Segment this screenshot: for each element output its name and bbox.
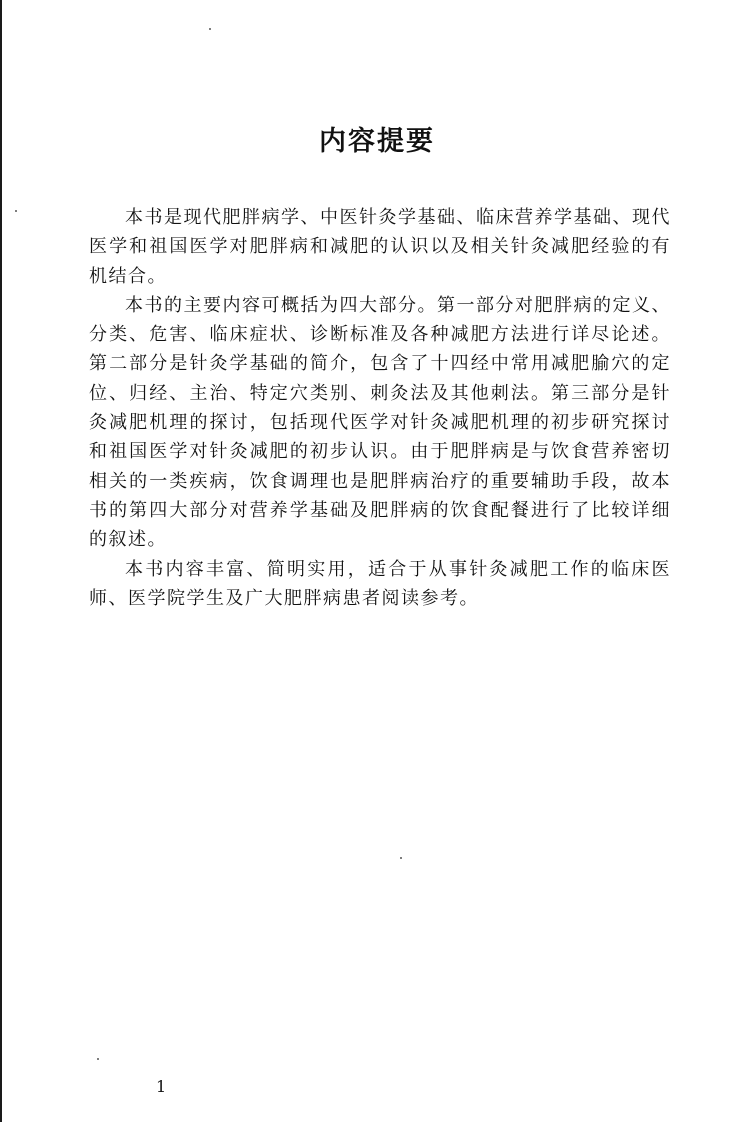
paragraph-1: 本书是现代肥胖病学、中医针灸学基础、临床营养学基础、现代医学和祖国医学对肥胖病和减肥的认识以及相关针灸减肥经验的有机结合。 [89, 207, 671, 287]
scan-speck [15, 210, 17, 212]
paragraph-2: 本书的主要内容可概括为四大部分。第一部分对肥胖病的定义、分类、危害、临床症状、诊断标准及各种减肥方法进行详尽论述。第二部分是针灸学基础的简介，包含了十四经中常用减肥腧穴的定位、归经、主治、特定穴类别、刺灸法及其他刺法。第三部分是针灸减肥机理的探讨，包括现代医学对针灸减肥机理的初步研究探讨和祖国医学对针灸减肥的初步认识。由于肥胖病是与饮食营养密切相关的一类疾病，饮食调理也是肥胖病治疗的重要辅助手段，故本书的第四大部分对营养学基础及肥胖病的饮食配餐进行了比较详细的叙述。 [89, 294, 671, 551]
scan-speck [400, 857, 402, 859]
scan-speck [97, 1058, 99, 1060]
scan-speck [209, 28, 211, 30]
page-title: 内容提要 [319, 126, 435, 157]
summary-body [89, 203, 671, 613]
page-number: 1 [156, 1077, 167, 1096]
page-edge-line [0, 0, 2, 1122]
paragraph-3: 本书内容丰富、简明实用，适合于从事针灸减肥工作的临床医师、医学院学生及广大肥胖病患者阅读参考。 [89, 558, 671, 609]
